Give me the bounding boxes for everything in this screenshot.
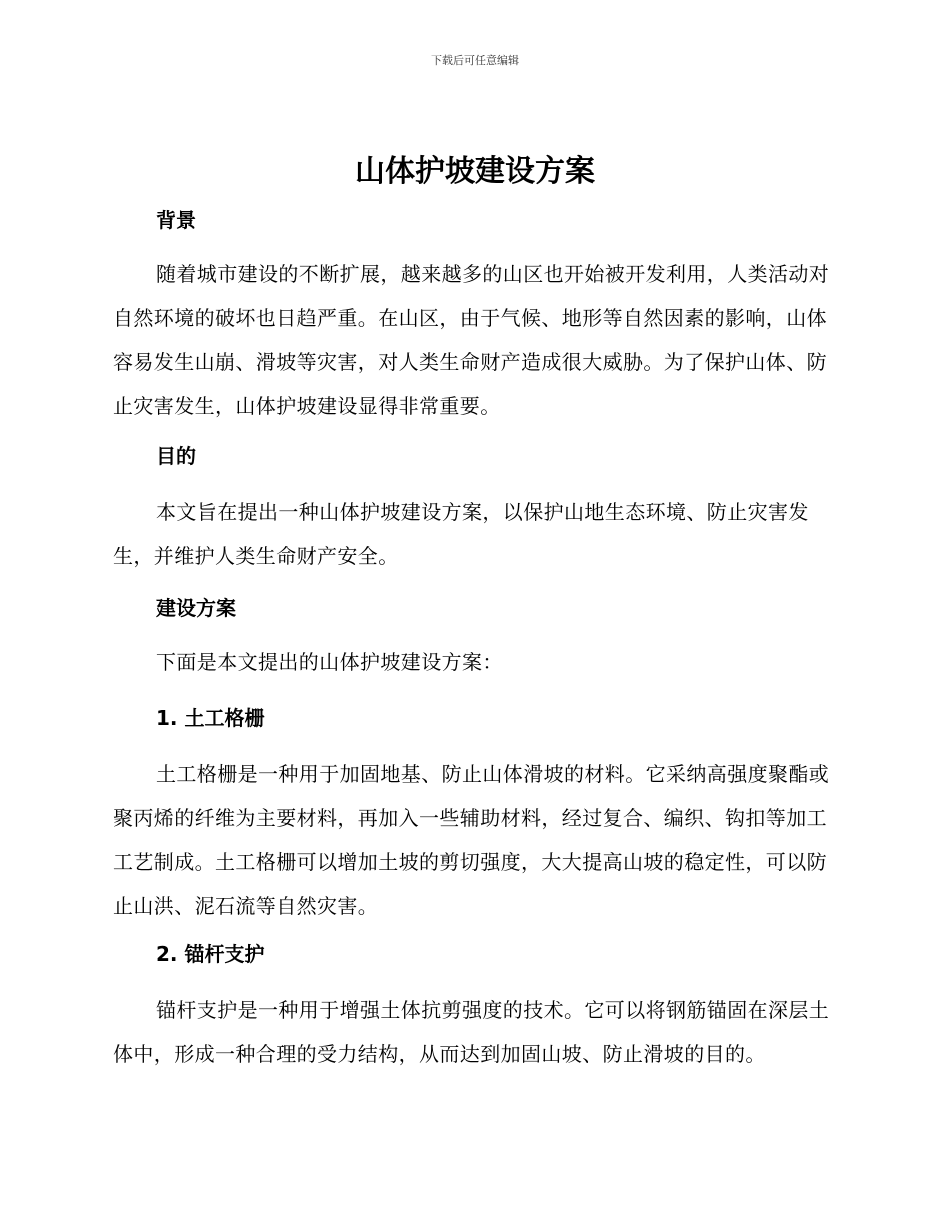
- section-heading-plan: 建设方案: [156, 596, 236, 620]
- header-note: 下载后可任意编辑: [431, 54, 519, 67]
- section-heading-purpose: 目的: [156, 444, 196, 468]
- paragraph-plan-intro: 下面是本文提出的山体护坡建设方案：: [156, 650, 503, 674]
- paragraph-background: 随着城市建设的不断扩展，越来越多的山区也开始被开发利用，人类活动对自然环境的破坏也日趋严重。在山区，由于气候、地形等自然因素的影响，山体容易发生山崩、滑坡等灾害，对人类生命财产造成很大威胁。为了保护山体、防止灾害发生，山体护坡建设显得非常重要。: [113, 262, 830, 418]
- document-title: 山体护坡建设方案: [355, 154, 595, 189]
- section-heading-anchor-support: 2. 锚杆支护: [156, 942, 265, 966]
- paragraph-geogrid: 土工格栅是一种用于加固地基、防止山体滑坡的材料。它采纳高强度聚酯或聚丙烯的纤维为主要材料，再加入一些辅助材料，经过复合、编织、钩扣等加工工艺制成。土工格栅可以增加土坡的剪切强度，大大提高山坡的稳定性，可以防止山洪、泥石流等自然灾害。: [113, 762, 830, 918]
- paragraph-anchor-support: 锚杆支护是一种用于增强土体抗剪强度的技术。它可以将钢筋锚固在深层土体中，形成一种合理的受力结构，从而达到加固山坡、防止滑坡的目的。: [113, 998, 830, 1066]
- section-heading-background: 背景: [156, 208, 196, 232]
- paragraph-purpose: 本文旨在提出一种山体护坡建设方案，以保护山地生态环境、防止灾害发生，并维护人类生命财产安全。: [113, 500, 809, 568]
- section-heading-geogrid: 1. 土工格栅: [156, 706, 265, 730]
